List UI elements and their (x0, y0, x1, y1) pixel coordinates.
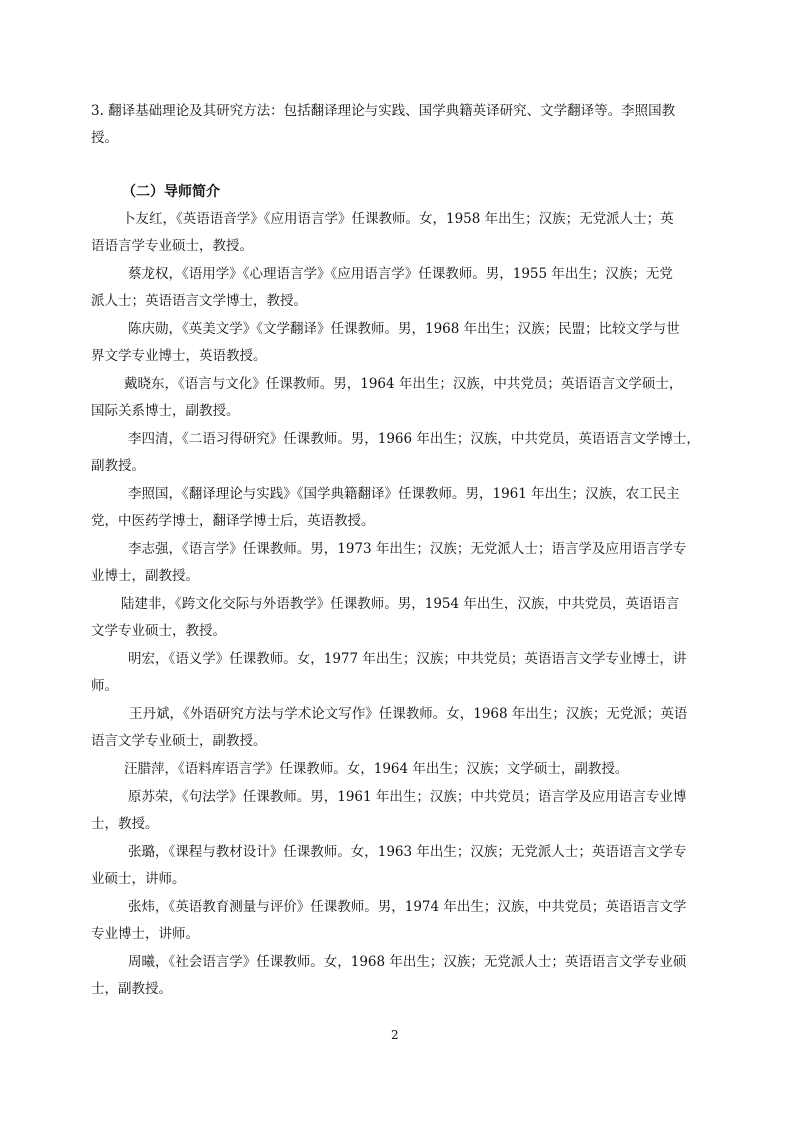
tutor-entry-line-2: 士，副教授。 (91, 981, 172, 997)
tutor-entry-line-1: 卜友红，《英语语音学》《应用语言学》任课教师。女，1958 年出生；汉族；无党派人士；英 (122, 211, 674, 227)
intro-line-1: 3. 翻译基础理论及其研究方法：包括翻译理论与实践、国学典籍英译研究、文学翻译等。李照国教 (91, 103, 676, 119)
tutor-entry-line-1: 王丹斌，《外语研究方法与学术论文写作》任课教师。女，1968 年出生；汉族；无党派；英语 (129, 706, 688, 722)
tutor-entry-line-2: 派人士；英语语言文学博士，教授。 (91, 293, 307, 309)
tutor-entry-line-2: 师。 (91, 678, 118, 694)
tutor-entry-line-1: 李四清，《二语习得研究》任课教师。男，1966 年出生；汉族，中共党员，英语语言文学博士， (128, 431, 700, 447)
tutor-entry-line-1: 李照国，《翻译理论与实践》《国学典籍翻译》任课教师。男，1961 年出生；汉族，农工民主 (128, 486, 680, 502)
tutor-entry-line-1: 周曦，《社会语言学》任课教师。女，1968 年出生；汉族；无党派人士；英语语言文学专业硕 (128, 954, 687, 970)
tutor-entry-line-1: 陆建非，《跨文化交际与外语教学》任课教师。男，1954 年出生，汉族，中共党员，英语语言 (121, 596, 680, 612)
tutor-entry-line-2: 语语言学专业硕士，教授。 (91, 238, 253, 254)
section-heading: （二）导师简介 (122, 184, 220, 200)
tutor-entry-line-2: 业硕士，讲师。 (91, 871, 186, 887)
tutor-entry-line-2: 专业博士，讲师。 (91, 926, 199, 942)
tutor-entry-line-1: 原苏荣，《句法学》任课教师。男，1961 年出生；汉族；中共党员；语言学及应用语言专业博 (128, 789, 687, 805)
tutor-entry-line-1: 陈庆勋，《英美文学》《文学翻译》任课教师。男，1968 年出生；汉族；民盟；比较文学与世 (128, 321, 680, 337)
tutor-entry-line-2: 业博士，副教授。 (91, 568, 199, 584)
page-number: 2 (391, 1028, 399, 1042)
tutor-entry-line-1: 戴晓东，《语言与文化》任课教师。男，1964 年出生；汉族，中共党员；英语语言文学硕士， (124, 376, 683, 392)
tutor-entry-line-2: 党，中医药学博士，翻译学博士后，英语教授。 (91, 513, 375, 529)
tutor-entry-line-1: 汪腊萍，《语料库语言学》任课教师。女，1964 年出生；汉族；文学硕士，副教授。 (124, 761, 629, 777)
tutor-entry-line-2: 国际关系博士，副教授。 (91, 403, 240, 419)
tutor-entry-line-2: 界文学专业博士，英语教授。 (91, 348, 267, 364)
tutor-entry-line-2: 语言文学专业硕士，副教授。 (91, 733, 267, 749)
tutor-entry-line-2: 文学专业硕士，教授。 (91, 623, 226, 639)
intro-line-2: 授。 (91, 130, 118, 146)
tutor-entry-line-2: 士，教授。 (91, 816, 159, 832)
tutor-entry-line-2: 副教授。 (91, 458, 145, 474)
tutor-entry-line-1: 明宏，《语义学》任课教师。女，1977 年出生；汉族；中共党员；英语语言文学专业博士，讲 (128, 651, 687, 667)
tutor-entry-line-1: 李志强，《语言学》任课教师。男，1973 年出生；汉族；无党派人士；语言学及应用语言学专 (128, 541, 687, 557)
tutor-entry-line-1: 张炜，《英语教育测量与评价》任课教师。男，1974 年出生；汉族，中共党员；英语语言文学 (128, 899, 687, 915)
tutor-entry-line-1: 张璐，《课程与教材设计》任课教师。女，1963 年出生；汉族；无党派人士；英语语言文学专 (128, 844, 687, 860)
tutor-entry-line-1: 蔡龙权，《语用学》《心理语言学》《应用语言学》任课教师。男，1955 年出生；汉族；无党 (128, 266, 673, 282)
